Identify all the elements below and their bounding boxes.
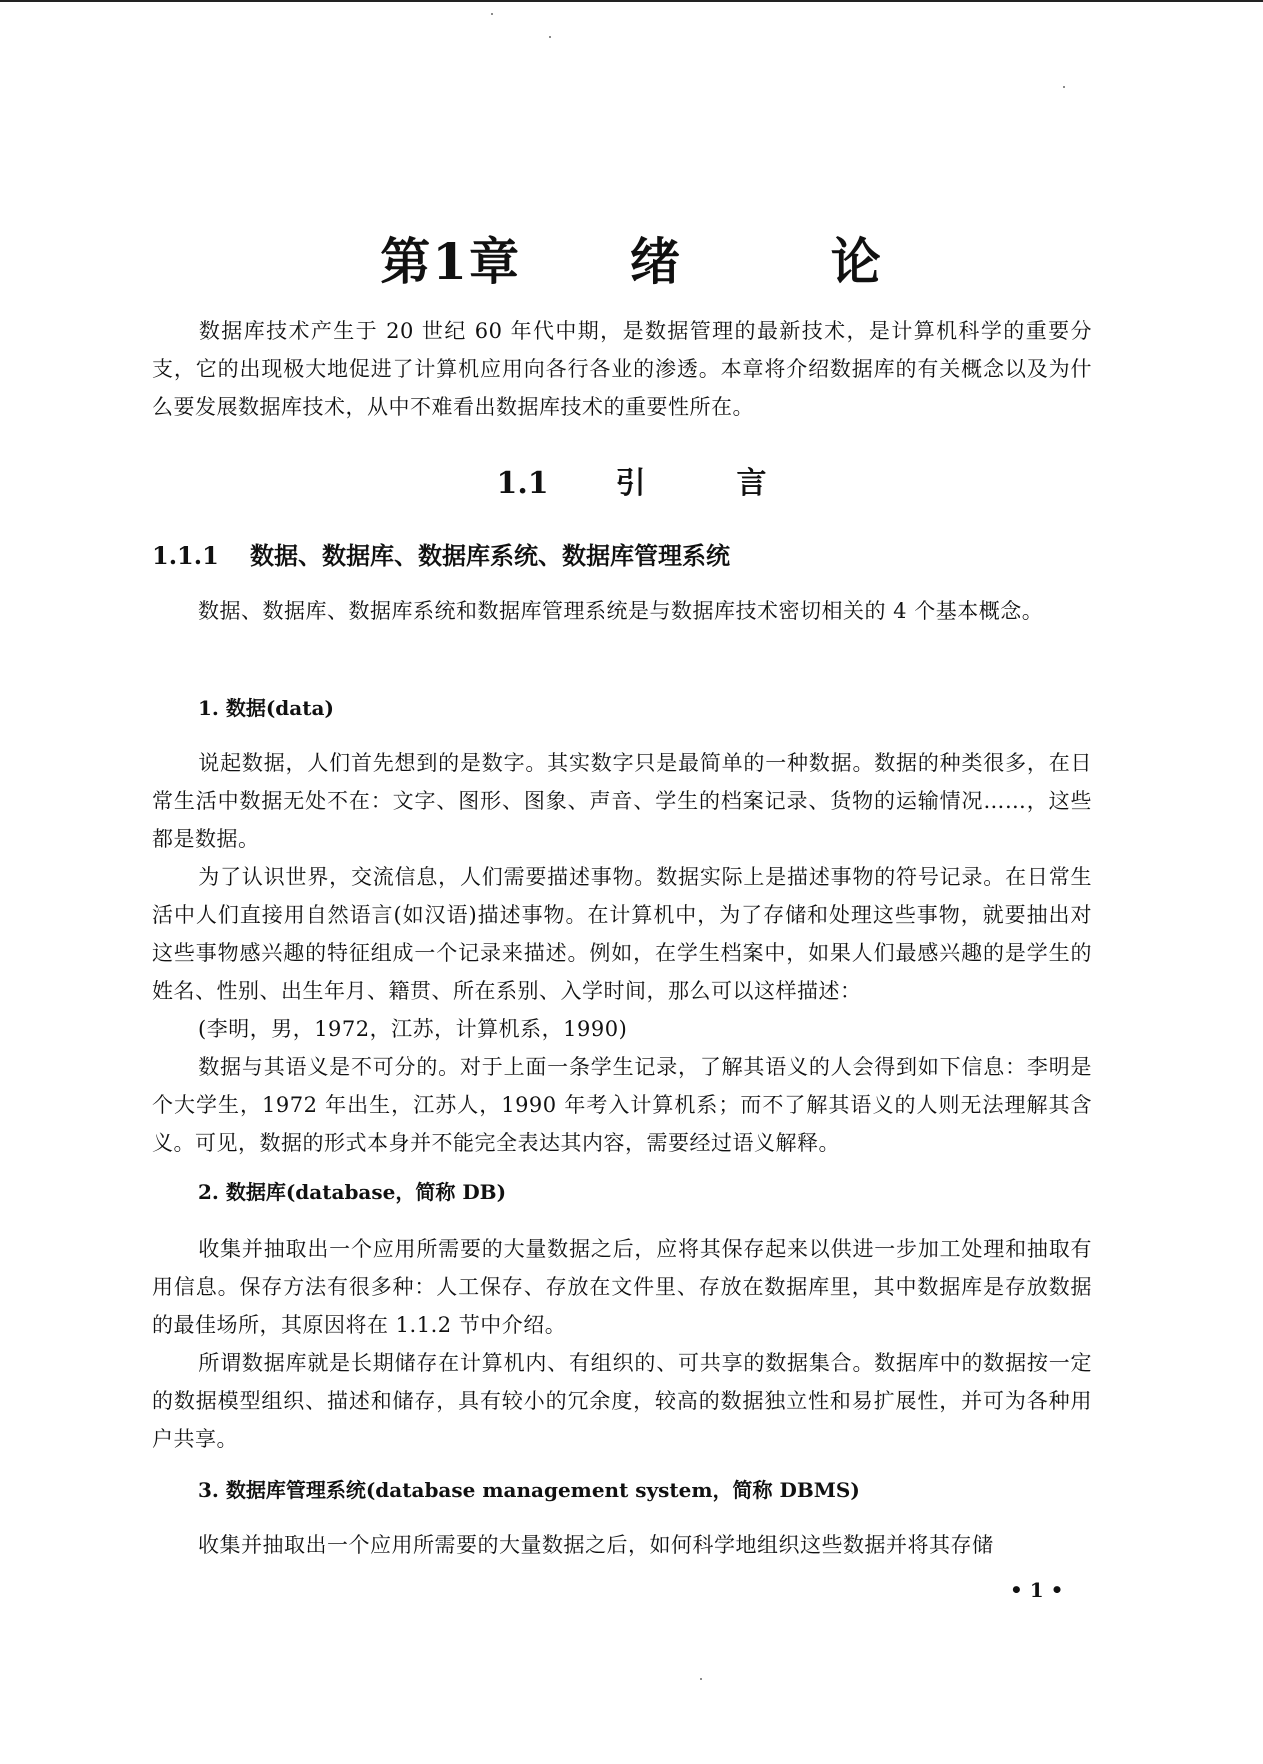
data-paragraph-2: 为了认识世界，交流信息，人们需要描述事物。数据实际上是描述事物的符号记录。在日常生活中人们直接用自然语言(如汉语)描述事物。在计算机中，为了存储和处理这些事物，就要抽出对这些事物感兴趣的特征组成一个记录来描述。例如，在学生档案中，如果人们最感兴趣的是学生的姓名、性别、出生年月、籍贯、所在系别、入学时间，那么可以这样描述：	[152, 865, 1092, 1003]
chapter-title-char-1: 绪	[629, 232, 682, 291]
concepts-paragraph: 数据、数据库、数据库系统和数据库管理系统是与数据库技术密切相关的 4 个基本概念。	[198, 599, 1044, 623]
intro-paragraph: 数据库技术产生于 20 世纪 60 年代中期，是数据管理的最新技术，是计算机科学的重要分支，它的出现极大地促进了计算机应用向各行各业的渗透。本章将介绍数据库的有关概念以及为什么要发展数据库技术，从中不难看出数据库技术的重要性所在。	[152, 319, 1092, 419]
item-heading-data: 1. 数据(data)	[198, 696, 334, 720]
scan-speck	[491, 13, 493, 15]
subsection-heading	[152, 536, 730, 571]
section-number: 1.1	[496, 466, 549, 501]
subsection-number: 1.1.1	[152, 541, 219, 570]
dbms-paragraph-1: 收集并抽取出一个应用所需要的大量数据之后，如何科学地组织这些数据并将其存储	[198, 1533, 994, 1557]
section-title-char-1: 引	[615, 466, 646, 501]
top-border	[0, 0, 1263, 2]
database-paragraph-2: 所谓数据库就是长期储存在计算机内、有组织的、可共享的数据集合。数据库中的数据按一定的数据模型组织、描述和储存，具有较小的冗余度，较高的数据独立性和易扩展性，并可为各种用户共享。	[152, 1351, 1092, 1451]
section-title-char-2: 言	[736, 466, 767, 501]
scan-speck	[1063, 86, 1065, 88]
subsection-title: 数据、数据库、数据库系统、数据库管理系统	[250, 541, 730, 570]
item-heading-database: 2. 数据库(database，简称 DB)	[198, 1180, 507, 1204]
data-example: (李明，男，1972，江苏，计算机系，1990)	[198, 1017, 628, 1041]
scan-speck	[700, 1678, 702, 1680]
data-paragraph-3: 数据与其语义是不可分的。对于上面一条学生记录，了解其语义的人会得到如下信息：李明是个大学生，1972 年出生，江苏人，1990 年考入计算机系；而不了解其语义的人则无法理解其含义。可见，数据的形式本身并不能完全表达其内容，需要经过语义解释。	[152, 1055, 1092, 1155]
scan-speck	[549, 36, 551, 38]
item-heading-dbms: 3. 数据库管理系统(database management system，简称 DBMS)	[198, 1478, 860, 1502]
page-number: • 1 •	[1010, 1578, 1064, 1602]
section-title	[0, 458, 1263, 502]
database-paragraph-1: 收集并抽取出一个应用所需要的大量数据之后，应将其保存起来以供进一步加工处理和抽取有用信息。保存方法有很多种：人工保存、存放在文件里、存放在数据库里，其中数据库是存放数据的最佳场所，其原因将在 1.1.2 节中介绍。	[152, 1237, 1092, 1337]
chapter-title-char-2: 论	[830, 232, 883, 291]
data-paragraph-1: 说起数据，人们首先想到的是数字。其实数字只是最简单的一种数据。数据的种类很多，在日常生活中数据无处不在：文字、图形、图象、声音、学生的档案记录、货物的运输情况……，这些都是数据。	[152, 751, 1092, 851]
chapter-title	[0, 222, 1263, 294]
chapter-number: 第1章	[380, 232, 522, 291]
